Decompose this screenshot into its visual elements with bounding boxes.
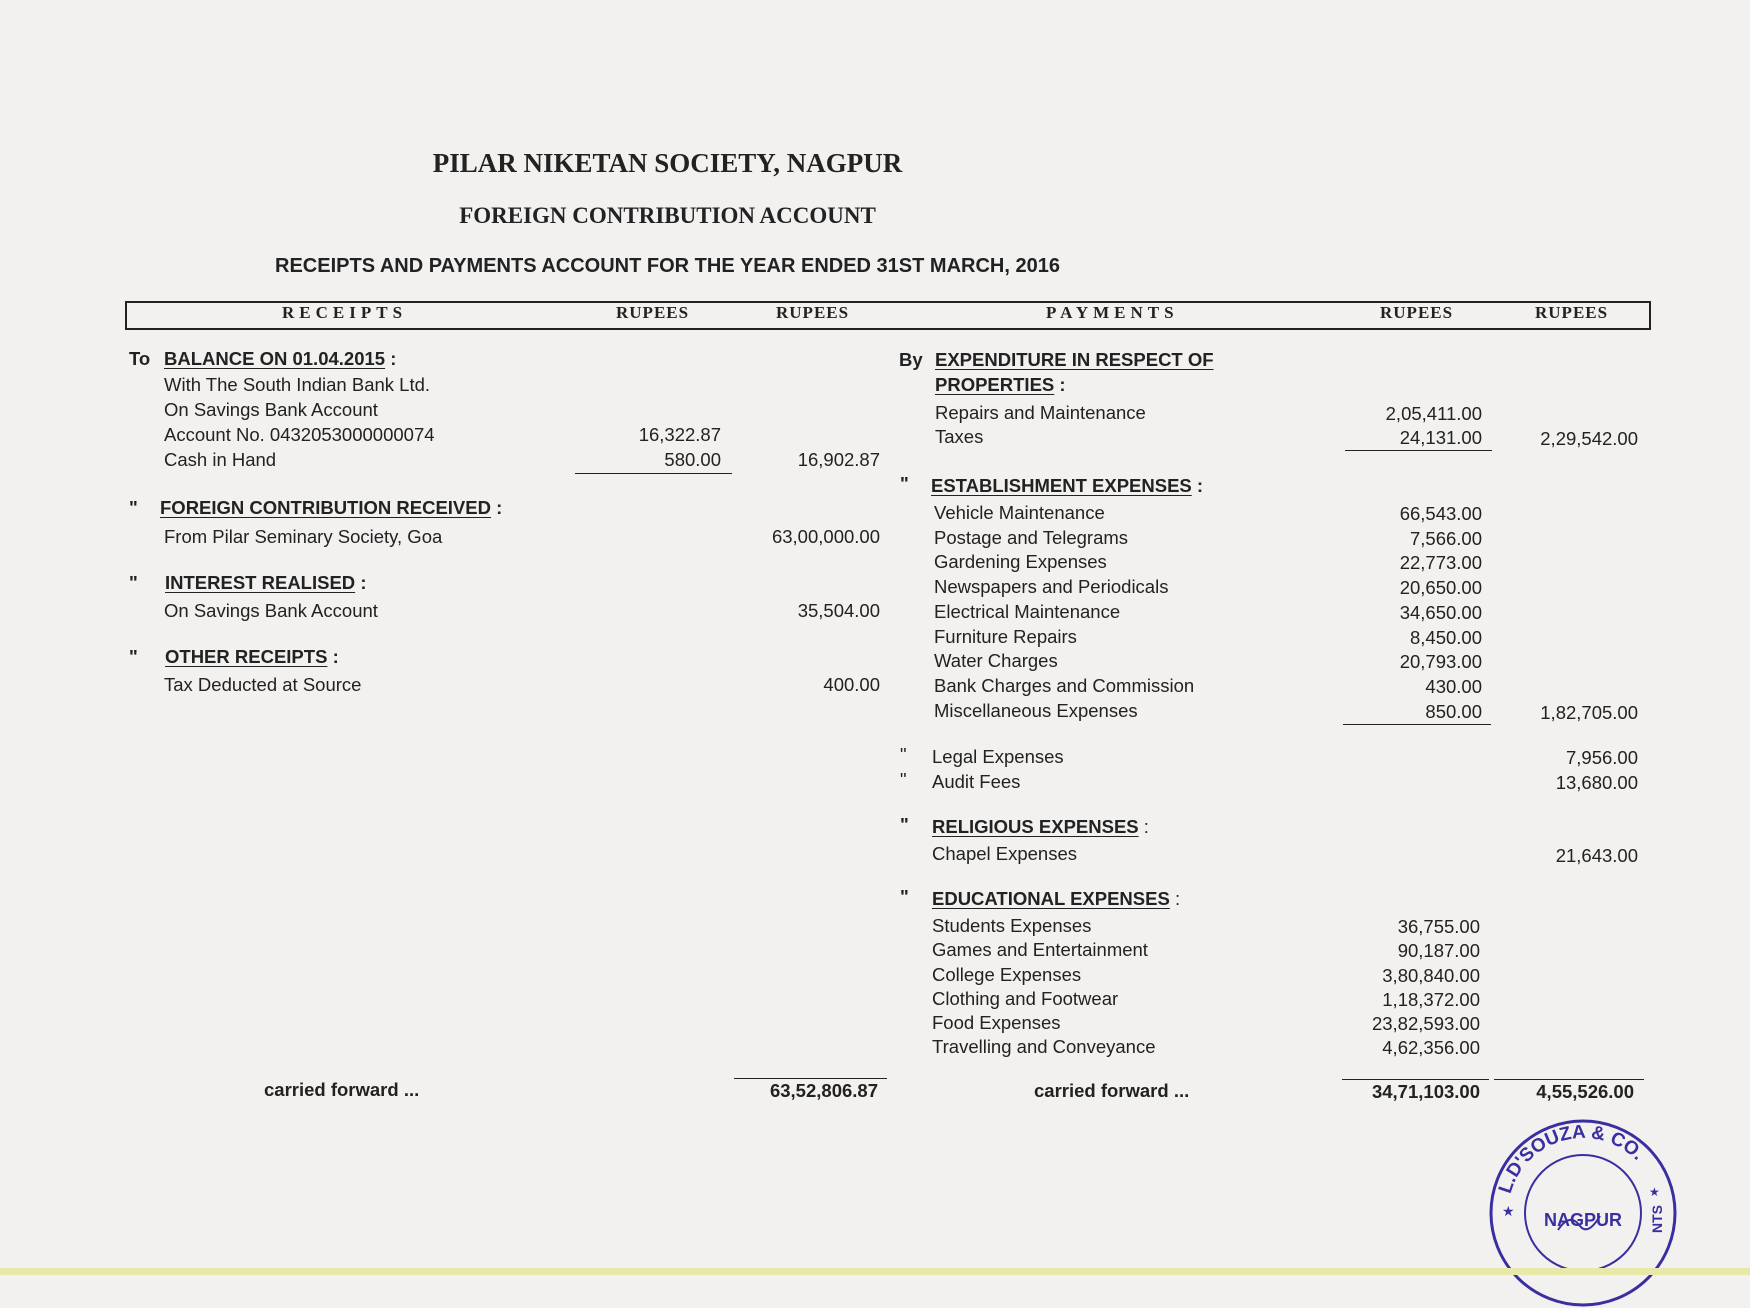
balance-colon: : <box>390 348 397 369</box>
interest-heading-text: INTEREST REALISED <box>165 572 356 593</box>
legal-amount: 7,956.00 <box>1565 747 1638 768</box>
stamp-center-text: NAGPUR <box>1543 1210 1623 1230</box>
establishment-item-label: Newspapers and Periodicals <box>934 576 1169 597</box>
educational-item-label: Food Expenses <box>932 1012 1061 1033</box>
establishment-item-label: Vehicle Maintenance <box>934 502 1105 523</box>
foreign-amount: 63,00,000.00 <box>771 526 880 547</box>
educational-item-amount: 1,18,372.00 <box>1382 989 1480 1010</box>
foreign-heading <box>160 497 502 519</box>
establishment-total: 1,82,705.00 <box>1540 702 1638 723</box>
establishment-ditto: " <box>900 473 909 494</box>
educational-item-amount: 3,80,840.00 <box>1382 965 1480 986</box>
educational-item-label: Students Expenses <box>932 915 1092 936</box>
other-colon: : <box>332 646 339 667</box>
religious-line: Chapel Expenses <box>932 843 1078 864</box>
balance-total: 16,902.87 <box>797 449 880 470</box>
establishment-item-amount: 20,650.00 <box>1399 577 1482 598</box>
establishment-item-amount: 34,650.00 <box>1399 602 1482 623</box>
audit-ditto: " <box>900 769 907 790</box>
establishment-colon: : <box>1196 475 1204 496</box>
payments-cf-rule-2 <box>1494 1079 1644 1080</box>
educational-item-amount: 36,755.00 <box>1397 916 1480 937</box>
legal-label: Legal Expenses <box>932 746 1064 767</box>
balance-heading-text: BALANCE ON 01.04.2015 <box>164 348 386 369</box>
receipts-cf-amount: 63,52,806.87 <box>769 1080 878 1101</box>
educational-item-amount: 4,62,356.00 <box>1382 1037 1480 1058</box>
statement-title: RECEIPTS AND PAYMENTS ACCOUNT FOR THE YEAR ENDED 31ST MARCH, 2016 <box>275 255 1060 277</box>
educational-item-label: Clothing and Footwear <box>932 988 1119 1009</box>
educational-ditto: " <box>900 886 909 907</box>
establishment-item-amount: 20,793.00 <box>1399 651 1482 672</box>
other-heading <box>165 646 339 668</box>
establishment-subtotal-rule <box>1343 724 1491 725</box>
interest-line: On Savings Bank Account <box>164 600 378 621</box>
interest-colon: : <box>360 572 367 593</box>
foreign-heading-text: FOREIGN CONTRIBUTION RECEIVED <box>160 497 491 518</box>
payments-rupees-header-1: RUPEES <box>1380 303 1454 322</box>
properties-item-label: Taxes <box>935 426 984 447</box>
establishment-item-label: Gardening Expenses <box>934 551 1107 572</box>
educational-item-amount: 23,82,593.00 <box>1371 1013 1480 1034</box>
foreign-ditto: " <box>129 497 138 518</box>
establishment-heading-text: ESTABLISHMENT EXPENSES <box>931 475 1192 496</box>
audit-label: Audit Fees <box>932 771 1021 792</box>
properties-heading-1: EXPENDITURE IN RESPECT OF <box>935 349 1214 370</box>
stamp-star-left: ★ <box>1502 1203 1515 1219</box>
receipts-cf-rule <box>734 1078 887 1079</box>
religious-heading-text: RELIGIOUS EXPENSES <box>932 816 1139 837</box>
stamp-side-text: NTS <box>1649 1205 1665 1233</box>
religious-colon: : <box>1143 816 1149 837</box>
establishment-item-amount: 8,450.00 <box>1409 627 1482 648</box>
establishment-item-label: Postage and Telegrams <box>934 527 1129 548</box>
religious-amount: 21,643.00 <box>1555 845 1638 866</box>
establishment-item-amount: 22,773.00 <box>1399 552 1482 573</box>
establishment-item-label: Electrical Maintenance <box>934 601 1121 622</box>
interest-heading <box>165 572 366 594</box>
payments-cf-amount-1: 34,71,103.00 <box>1371 1081 1480 1102</box>
by-label: By <box>899 349 923 370</box>
properties-heading-2-text: PROPERTIES <box>935 374 1055 395</box>
payments-cf-rule-1 <box>1342 1079 1489 1080</box>
receipts-rupees-header-2: RUPEES <box>776 303 850 322</box>
foreign-colon: : <box>496 497 503 518</box>
balance-acct: Account No. 0432053000000074 <box>164 424 435 445</box>
legal-ditto: " <box>900 744 907 765</box>
properties-item-amount: 24,131.00 <box>1399 427 1482 448</box>
balance-heading <box>164 348 396 370</box>
properties-subtotal-rule <box>1345 450 1492 451</box>
establishment-item-label: Furniture Repairs <box>934 626 1077 647</box>
establishment-item-amount: 850.00 <box>1425 701 1482 722</box>
payments-rupees-header-2: RUPEES <box>1535 303 1609 322</box>
establishment-item-amount: 430.00 <box>1425 676 1482 697</box>
receipts-cf-label: carried forward ... <box>264 1079 420 1100</box>
educational-item-label: Games and Entertainment <box>932 939 1148 960</box>
educational-item-amount: 90,187.00 <box>1397 940 1480 961</box>
other-ditto: " <box>129 646 138 667</box>
foreign-line: From Pilar Seminary Society, Goa <box>164 526 443 547</box>
balance-cash: Cash in Hand <box>164 449 277 470</box>
educational-item-label: College Expenses <box>932 964 1082 985</box>
religious-heading <box>932 816 1149 838</box>
establishment-item-amount: 66,543.00 <box>1399 503 1482 524</box>
interest-amount: 35,504.00 <box>797 600 880 621</box>
balance-acct-amount: 16,322.87 <box>638 424 721 445</box>
educational-heading-text: EDUCATIONAL EXPENSES <box>932 888 1170 909</box>
properties-item-label: Repairs and Maintenance <box>935 402 1146 423</box>
payments-cf-amount-2: 4,55,526.00 <box>1536 1081 1634 1102</box>
establishment-item-amount: 7,566.00 <box>1409 528 1482 549</box>
establishment-item-label: Bank Charges and Commission <box>934 675 1195 696</box>
religious-ditto: " <box>900 814 909 835</box>
stamp-top-text: L.D'SOUZA & CO. <box>1494 1121 1649 1196</box>
interest-ditto: " <box>129 572 138 593</box>
establishment-item-label: Water Charges <box>934 650 1058 671</box>
payments-cf-label: carried forward ... <box>1034 1080 1190 1101</box>
balance-sb: On Savings Bank Account <box>164 399 378 420</box>
establishment-item-label: Miscellaneous Expenses <box>934 700 1138 721</box>
other-line: Tax Deducted at Source <box>164 674 362 695</box>
establishment-heading <box>931 475 1203 497</box>
scan-bottom-edge <box>0 1268 1750 1275</box>
audit-amount: 13,680.00 <box>1555 772 1638 793</box>
payments-header: PAYMENTS <box>1046 303 1179 322</box>
receipts-rupees-header-1: RUPEES <box>616 303 690 322</box>
balance-cash-amount: 580.00 <box>664 449 721 470</box>
educational-heading <box>932 888 1180 910</box>
other-heading-text: OTHER RECEIPTS <box>165 646 328 667</box>
receipts-header: RECEIPTS <box>282 303 408 322</box>
stamp-star-right: ★ <box>1649 1185 1660 1199</box>
balance-bank: With The South Indian Bank Ltd. <box>164 374 431 395</box>
balance-subtotal-rule <box>575 473 732 474</box>
properties-item-amount: 2,05,411.00 <box>1385 403 1482 424</box>
to-label: To <box>129 348 151 369</box>
properties-heading-2 <box>935 374 1066 396</box>
auditor-stamp <box>1488 1118 1678 1308</box>
properties-total: 2,29,542.00 <box>1540 428 1638 449</box>
svg-text:L.D'SOUZA & CO. <box>1495 1122 1648 1196</box>
other-amount: 400.00 <box>823 674 880 695</box>
account-title: FOREIGN CONTRIBUTION ACCOUNT <box>459 203 876 228</box>
org-title: PILAR NIKETAN SOCIETY, NAGPUR <box>432 148 903 178</box>
properties-colon: : <box>1059 374 1066 395</box>
educational-colon: : <box>1174 888 1181 909</box>
educational-item-label: Travelling and Conveyance <box>932 1036 1156 1057</box>
